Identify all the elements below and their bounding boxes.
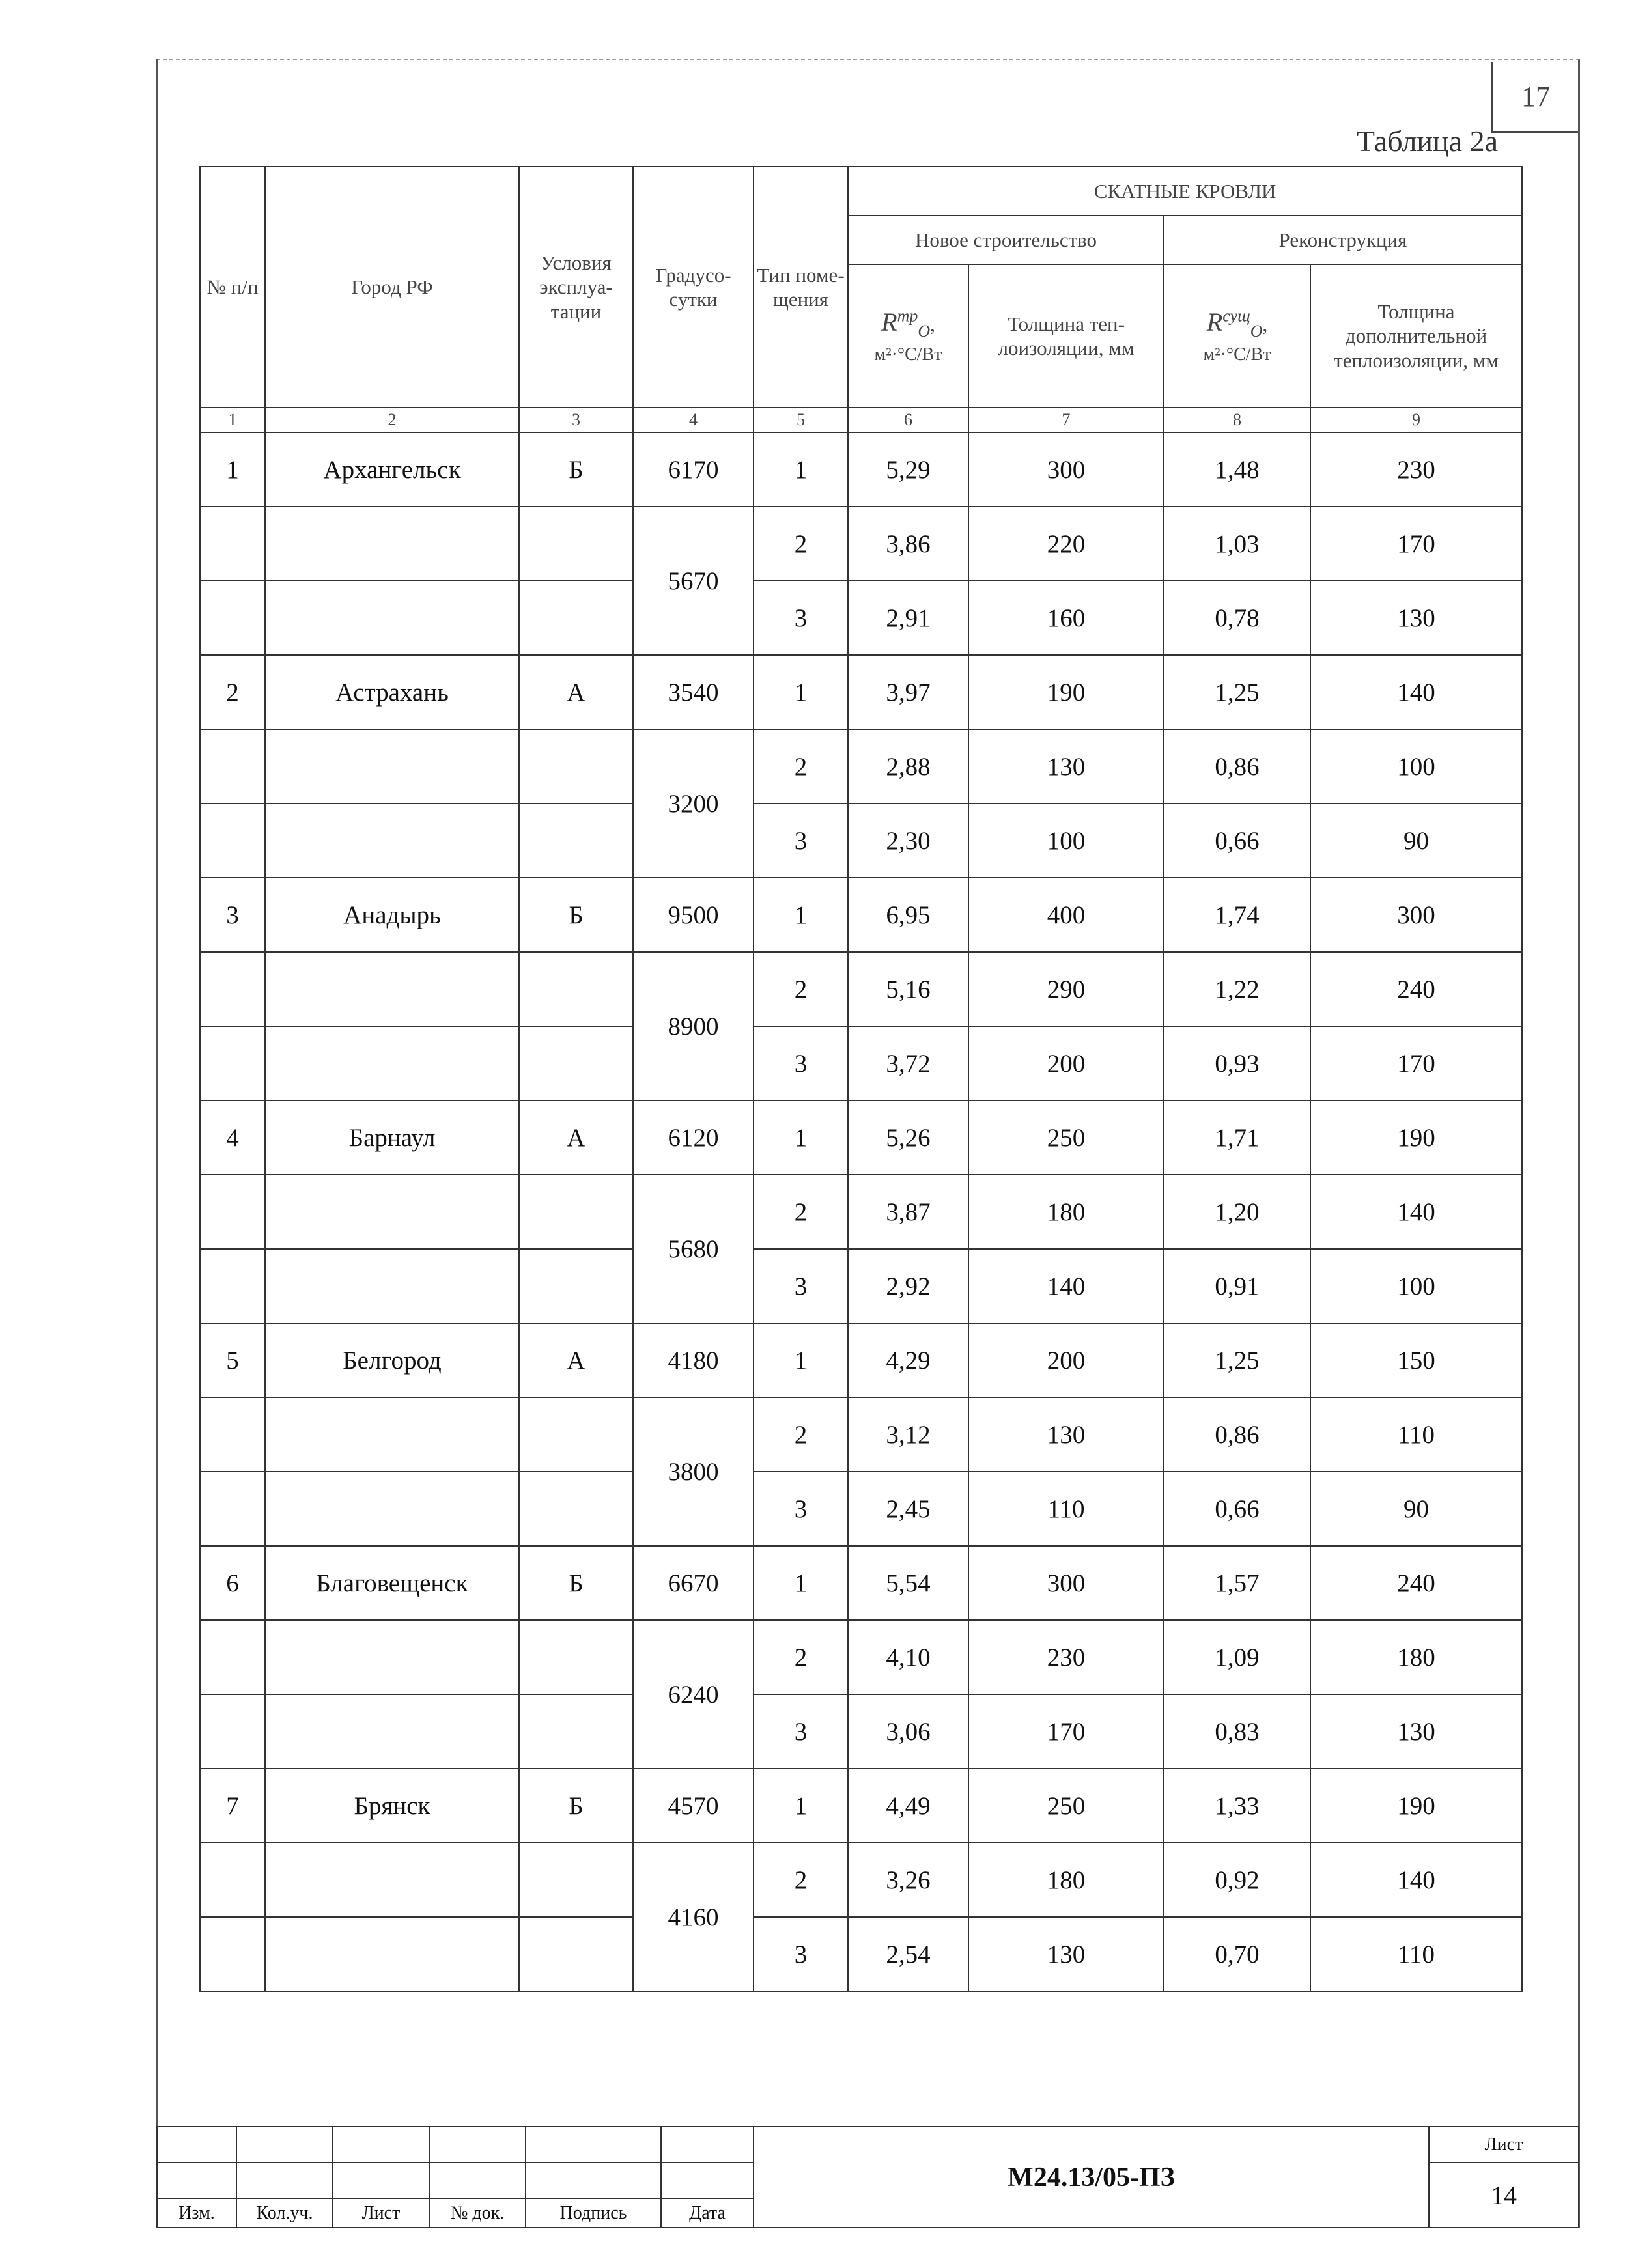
insulation-thickness: 110 <box>968 1472 1164 1546</box>
room-type: 2 <box>754 1620 848 1694</box>
table-row <box>200 804 1522 878</box>
table-row <box>200 1472 1522 1546</box>
insulation-thickness: 140 <box>968 1249 1164 1323</box>
additional-insulation-thickness: 140 <box>1310 1175 1522 1249</box>
insulation-thickness: 200 <box>968 1323 1164 1397</box>
degree-days: 4570 <box>633 1769 754 1843</box>
room-type: 2 <box>754 1175 848 1249</box>
insulation-thickness: 220 <box>968 507 1164 581</box>
room-type: 1 <box>754 655 848 729</box>
operating-conditions: Б <box>519 1546 633 1620</box>
r-existing-value: 1,20 <box>1164 1175 1310 1249</box>
row-number <box>200 1397 265 1472</box>
stamp-label-change: Изм. <box>157 2198 236 2228</box>
document-code: М24.13/05-ПЗ <box>754 2127 1429 2228</box>
insulation-thickness: 190 <box>968 655 1164 729</box>
header-city: Город РФ <box>265 167 519 408</box>
city-name: Благовещенск <box>265 1546 519 1620</box>
insulation-thickness: 130 <box>968 1397 1164 1472</box>
stamp-label-doc: № док. <box>429 2198 526 2228</box>
r-existing-value: 1,57 <box>1164 1546 1310 1620</box>
insulation-thickness: 250 <box>968 1769 1164 1843</box>
insulation-thickness: 100 <box>968 804 1164 878</box>
row-number <box>200 1917 265 1991</box>
table-row <box>200 581 1522 655</box>
additional-insulation-thickness: 140 <box>1310 655 1522 729</box>
table-row <box>200 655 1522 729</box>
additional-insulation-thickness: 90 <box>1310 1472 1522 1546</box>
room-type: 1 <box>754 878 848 952</box>
operating-conditions <box>519 804 633 878</box>
city-name: Барнаул <box>265 1100 519 1175</box>
insulation-thickness: 130 <box>968 1917 1164 1991</box>
table-row <box>200 1769 1522 1843</box>
additional-insulation-thickness: 100 <box>1310 729 1522 804</box>
operating-conditions: А <box>519 655 633 729</box>
r-existing-value: 0,83 <box>1164 1694 1310 1769</box>
r-required-value: 2,88 <box>848 729 968 804</box>
r-existing-value: 0,91 <box>1164 1249 1310 1323</box>
r-existing-value: 0,86 <box>1164 729 1310 804</box>
degree-days: 3800 <box>633 1397 754 1546</box>
additional-insulation-thickness: 130 <box>1310 581 1522 655</box>
city-name: Белгород <box>265 1323 519 1397</box>
insulation-thickness: 230 <box>968 1620 1164 1694</box>
r-required-value: 4,29 <box>848 1323 968 1397</box>
insulation-thickness: 300 <box>968 432 1164 507</box>
operating-conditions <box>519 507 633 581</box>
operating-conditions <box>519 1620 633 1694</box>
stamp-label-count: Кол.уч. <box>236 2198 333 2228</box>
degree-days: 8900 <box>633 952 754 1100</box>
sheet-number: 14 <box>1429 2163 1579 2228</box>
insulation-thickness: 180 <box>968 1843 1164 1917</box>
operating-conditions <box>519 581 633 655</box>
r-existing-value: 0,93 <box>1164 1026 1310 1100</box>
r-existing-value: 0,66 <box>1164 1472 1310 1546</box>
sheet-label: Лист <box>1429 2127 1579 2163</box>
city-name <box>265 581 519 655</box>
insulation-thickness: 250 <box>968 1100 1164 1175</box>
r-existing-value: 1,71 <box>1164 1100 1310 1175</box>
header-new-build: Новое строительство <box>848 216 1164 264</box>
additional-insulation-thickness: 170 <box>1310 1026 1522 1100</box>
page-number: 17 <box>1491 62 1578 133</box>
r-existing-value: 1,74 <box>1164 878 1310 952</box>
r-required-value: 6,95 <box>848 878 968 952</box>
r-required-value: 3,86 <box>848 507 968 581</box>
table-row <box>200 432 1522 507</box>
room-type: 1 <box>754 432 848 507</box>
city-name <box>265 1843 519 1917</box>
insulation-thickness: 290 <box>968 952 1164 1026</box>
row-number: 4 <box>200 1100 265 1175</box>
r-required-value: 2,30 <box>848 804 968 878</box>
header-conditions: Условия эксплуа- тации <box>519 167 633 408</box>
additional-insulation-thickness: 190 <box>1310 1769 1522 1843</box>
room-type: 3 <box>754 1249 848 1323</box>
room-type: 3 <box>754 804 848 878</box>
room-type: 3 <box>754 1472 848 1546</box>
r-required-value: 3,72 <box>848 1026 968 1100</box>
additional-insulation-thickness: 110 <box>1310 1397 1522 1472</box>
r-required-value: 4,49 <box>848 1769 968 1843</box>
operating-conditions <box>519 1694 633 1769</box>
header-group: СКАТНЫЕ КРОВЛИ <box>848 167 1522 216</box>
row-number <box>200 729 265 804</box>
header-room-type: Тип поме- щения <box>754 167 848 408</box>
header-degree-days: Градусо- сутки <box>633 167 754 408</box>
city-name <box>265 804 519 878</box>
r-required-value: 5,29 <box>848 432 968 507</box>
table-row <box>200 1397 1522 1472</box>
table-row <box>200 1249 1522 1323</box>
row-number <box>200 507 265 581</box>
r-required-value: 2,54 <box>848 1917 968 1991</box>
operating-conditions: Б <box>519 878 633 952</box>
room-type: 1 <box>754 1546 848 1620</box>
city-name: Астрахань <box>265 655 519 729</box>
insulation-thickness: 130 <box>968 729 1164 804</box>
city-name <box>265 1026 519 1100</box>
city-name <box>265 1472 519 1546</box>
operating-conditions <box>519 1397 633 1472</box>
city-name <box>265 1397 519 1472</box>
city-name <box>265 507 519 581</box>
table-row <box>200 1620 1522 1694</box>
degree-days: 3540 <box>633 655 754 729</box>
table-row <box>200 1917 1522 1991</box>
degree-days: 6170 <box>633 432 754 507</box>
insulation-thickness: 160 <box>968 581 1164 655</box>
r-required-value: 3,12 <box>848 1397 968 1472</box>
row-number <box>200 1175 265 1249</box>
header-num: № п/п <box>200 167 265 408</box>
degree-days: 5680 <box>633 1175 754 1323</box>
row-number: 2 <box>200 655 265 729</box>
row-number: 1 <box>200 432 265 507</box>
degree-days: 6120 <box>633 1100 754 1175</box>
room-type: 3 <box>754 1026 848 1100</box>
additional-insulation-thickness: 240 <box>1310 952 1522 1026</box>
additional-insulation-thickness: 140 <box>1310 1843 1522 1917</box>
r-required-value: 5,54 <box>848 1546 968 1620</box>
header-r-required: $R^{тр}_O$, м²·°С/Вт <box>848 264 968 408</box>
r-existing-value: 1,25 <box>1164 655 1310 729</box>
row-number: 7 <box>200 1769 265 1843</box>
insulation-thickness: 170 <box>968 1694 1164 1769</box>
table-row <box>200 1843 1522 1917</box>
row-number <box>200 1620 265 1694</box>
city-name: Архангельск <box>265 432 519 507</box>
r-existing-value: 1,03 <box>1164 507 1310 581</box>
room-type: 3 <box>754 1694 848 1769</box>
row-number: 6 <box>200 1546 265 1620</box>
operating-conditions <box>519 1917 633 1991</box>
additional-insulation-thickness: 130 <box>1310 1694 1522 1769</box>
table-row <box>200 952 1522 1026</box>
table-row <box>200 878 1522 952</box>
city-name: Брянск <box>265 1769 519 1843</box>
r-required-value: 5,16 <box>848 952 968 1026</box>
degree-days: 6240 <box>633 1620 754 1769</box>
table-row <box>200 1026 1522 1100</box>
insulation-thickness: 400 <box>968 878 1164 952</box>
degree-days: 6670 <box>633 1546 754 1620</box>
city-name: Анадырь <box>265 878 519 952</box>
room-type: 3 <box>754 1917 848 1991</box>
header-add-thickness: Толщина дополнительной теплоизоляции, мм <box>1310 264 1522 408</box>
r-required-value: 3,06 <box>848 1694 968 1769</box>
r-required-value: 3,97 <box>848 655 968 729</box>
room-type: 2 <box>754 1397 848 1472</box>
table-row <box>200 729 1522 804</box>
stamp-label-sheet: Лист <box>333 2198 429 2228</box>
degree-days: 4160 <box>633 1843 754 1991</box>
city-name <box>265 729 519 804</box>
r-existing-value: 1,48 <box>1164 432 1310 507</box>
stamp-label-signature: Подпись <box>526 2198 661 2228</box>
additional-insulation-thickness: 300 <box>1310 878 1522 952</box>
row-number: 5 <box>200 1323 265 1397</box>
row-number <box>200 1694 265 1769</box>
stamp-label-date: Дата <box>661 2198 754 2228</box>
header-reconstruction: Реконструкция <box>1164 216 1522 264</box>
r-required-value: 2,45 <box>848 1472 968 1546</box>
additional-insulation-thickness: 110 <box>1310 1917 1522 1991</box>
table-body <box>200 432 1522 1991</box>
r-existing-value: 0,86 <box>1164 1397 1310 1472</box>
header-r-existing: $R^{сущ}_O$, м²·°С/Вт <box>1164 264 1310 408</box>
insulation-thickness: 200 <box>968 1026 1164 1100</box>
room-type: 3 <box>754 581 848 655</box>
room-type: 1 <box>754 1769 848 1843</box>
row-number: 3 <box>200 878 265 952</box>
operating-conditions: Б <box>519 432 633 507</box>
r-existing-value: 0,66 <box>1164 804 1310 878</box>
city-name <box>265 1917 519 1991</box>
table-row <box>200 1546 1522 1620</box>
operating-conditions <box>519 952 633 1026</box>
additional-insulation-thickness: 180 <box>1310 1620 1522 1694</box>
room-type: 2 <box>754 507 848 581</box>
additional-insulation-thickness: 170 <box>1310 507 1522 581</box>
room-type: 1 <box>754 1323 848 1397</box>
r-existing-value: 0,70 <box>1164 1917 1310 1991</box>
table-row <box>200 507 1522 581</box>
city-name <box>265 1694 519 1769</box>
degree-days: 9500 <box>633 878 754 952</box>
r-existing-value: 0,92 <box>1164 1843 1310 1917</box>
row-number <box>200 952 265 1026</box>
city-name <box>265 1249 519 1323</box>
room-type: 2 <box>754 1843 848 1917</box>
degree-days: 5670 <box>633 507 754 655</box>
insulation-thickness: 300 <box>968 1546 1164 1620</box>
insulation-thickness: 180 <box>968 1175 1164 1249</box>
r-existing-value: 0,78 <box>1164 581 1310 655</box>
r-existing-value: 1,09 <box>1164 1620 1310 1694</box>
r-existing-value: 1,22 <box>1164 952 1310 1026</box>
r-existing-value: 1,33 <box>1164 1769 1310 1843</box>
degree-days: 4180 <box>633 1323 754 1397</box>
city-name <box>265 1175 519 1249</box>
operating-conditions <box>519 1175 633 1249</box>
r-required-value: 4,10 <box>848 1620 968 1694</box>
operating-conditions <box>519 729 633 804</box>
r-required-value: 3,26 <box>848 1843 968 1917</box>
data-table <box>199 166 1523 1992</box>
operating-conditions <box>519 1472 633 1546</box>
table-row <box>200 1100 1522 1175</box>
row-number <box>200 1472 265 1546</box>
title-block <box>156 2126 1578 2227</box>
room-type: 1 <box>754 1100 848 1175</box>
row-number <box>200 1249 265 1323</box>
table-row <box>200 1323 1522 1397</box>
row-number <box>200 1843 265 1917</box>
operating-conditions: А <box>519 1100 633 1175</box>
row-number <box>200 1026 265 1100</box>
city-name <box>265 1620 519 1694</box>
additional-insulation-thickness: 190 <box>1310 1100 1522 1175</box>
column-numbers-row: 1 2 3 4 5 6 7 8 9 <box>200 408 1522 432</box>
additional-insulation-thickness: 150 <box>1310 1323 1522 1397</box>
table-title: Таблица 2а <box>1356 124 1498 158</box>
operating-conditions <box>519 1249 633 1323</box>
r-required-value: 3,87 <box>848 1175 968 1249</box>
header-thickness: Толщина теп- лоизоляции, мм <box>968 264 1164 408</box>
room-type: 2 <box>754 952 848 1026</box>
r-required-value: 2,91 <box>848 581 968 655</box>
r-required-value: 2,92 <box>848 1249 968 1323</box>
table-row <box>200 1694 1522 1769</box>
r-required-value: 5,26 <box>848 1100 968 1175</box>
operating-conditions <box>519 1843 633 1917</box>
additional-insulation-thickness: 240 <box>1310 1546 1522 1620</box>
operating-conditions: Б <box>519 1769 633 1843</box>
city-name <box>265 952 519 1026</box>
table-row <box>200 1175 1522 1249</box>
row-number <box>200 804 265 878</box>
r-existing-value: 1,25 <box>1164 1323 1310 1397</box>
degree-days: 3200 <box>633 729 754 878</box>
additional-insulation-thickness: 90 <box>1310 804 1522 878</box>
additional-insulation-thickness: 230 <box>1310 432 1522 507</box>
additional-insulation-thickness: 100 <box>1310 1249 1522 1323</box>
row-number <box>200 581 265 655</box>
operating-conditions <box>519 1026 633 1100</box>
room-type: 2 <box>754 729 848 804</box>
operating-conditions: А <box>519 1323 633 1397</box>
